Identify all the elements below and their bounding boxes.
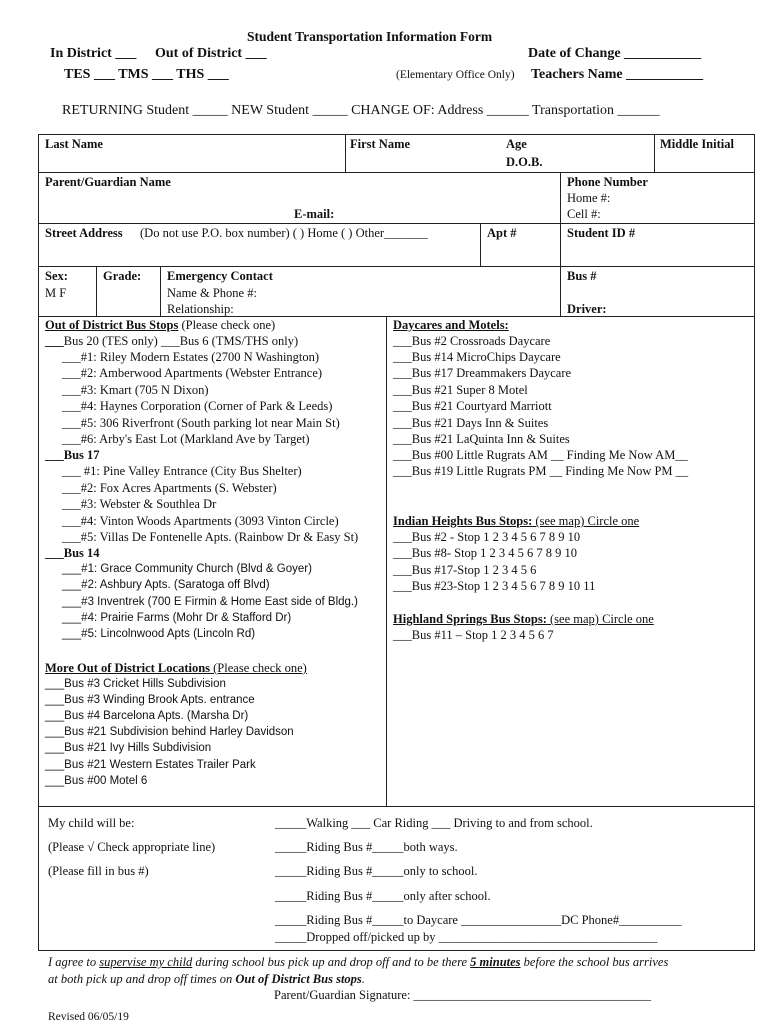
fill-bus-note: (Please fill in bus #) [48,864,149,878]
daycares-heading: Daycares and Motels: [393,318,509,332]
list-item[interactable]: ___#3 Inventrek (700 E Firmin & Home East side of Bldg.) [62,596,358,608]
indian-heights-heading-text: Indian Heights Bus Stops: [393,514,533,528]
list-item[interactable]: ___Bus #21 Western Estates Trailer Park [45,759,256,771]
parent-name-label: Parent/Guardian Name [45,175,171,189]
revised-date: Revised 06/05/19 [48,1011,129,1023]
out-district-field[interactable]: Out of District ___ [155,46,267,61]
list-item[interactable]: ___Bus #19 Little Rugrats PM __ Finding Me Now PM __ [393,464,689,478]
email-label: E-mail: [294,207,335,221]
grade-label: Grade: [103,269,142,283]
more-locations-heading-note: (Please check one) [210,661,307,675]
agreement-line-2a: at both pick up and drop off times on [48,972,236,986]
list-item[interactable]: ___Bus #17-Stop 1 2 3 4 5 6 [393,563,537,577]
parent-signature-field[interactable]: Parent/Guardian Signature: ______________________________________ [274,988,652,1002]
list-item[interactable]: ___#1: Riley Modern Estates (2700 N Washington) [62,350,320,364]
highland-springs-heading-text: Highland Springs Bus Stops: [393,612,547,626]
list-item[interactable]: ___Bus #21 Courtyard Marriott [393,399,552,413]
list-item[interactable]: _____Riding Bus #_____only after school. [275,889,491,903]
list-item[interactable]: ___#2: Ashbury Apts. (Saratoga off Blvd) [62,579,270,591]
list-item[interactable]: ___Bus #3 Winding Brook Apts. entrance [45,694,255,706]
list-item[interactable]: ___Bus #21 Ivy Hills Subdivision [45,742,212,754]
list-item[interactable]: ___#5: Lincolnwood Apts (Lincoln Rd) [62,628,256,640]
list-item[interactable]: _____Dropped off/picked up by ___________________________________ [275,930,658,944]
date-of-change-field[interactable]: Date of Change ___________ [528,46,702,61]
list-item[interactable]: ___#2: Amberwood Apartments (Webster Entrance) [62,366,323,380]
teachers-name-field[interactable]: Teachers Name ___________ [531,67,704,82]
bus-17-label[interactable]: ___Bus 17 [45,448,100,462]
agreement-part-2: during school bus pick up and drop off and to be there [192,955,471,969]
bus-20-line[interactable]: ___Bus 20 (TES only) ___Bus 6 (TMS/THS only) [45,334,299,348]
list-item[interactable]: ___#5: Villas De Fontenelle Apts. (Rainbow Dr & Easy St) [62,530,359,544]
out-district-heading-text: Out of District Bus Stops [45,318,179,332]
age-label: Age [506,137,527,151]
list-item[interactable]: ___Bus #21 Subdivision behind Harley Davidson [45,726,294,738]
cell-phone-label: Cell #: [567,207,601,221]
bus-number-label: Bus # [567,269,597,283]
list-item[interactable]: ___Bus #00 Motel 6 [45,775,148,787]
out-district-heading [45,318,275,333]
dob-label: D.O.B. [506,155,543,169]
list-item[interactable]: ___Bus #21 LaQuinta Inn & Suites [393,432,570,446]
home-phone-label: Home #: [567,191,611,205]
list-item[interactable]: ___#4: Prairie Farms (Mohr Dr & Stafford Dr) [62,612,292,624]
agreement-line-1 [48,955,668,970]
list-item[interactable]: ___Bus #23-Stop 1 2 3 4 5 6 7 8 9 10 11 [393,579,596,593]
phone-number-label: Phone Number [567,175,648,189]
agreement-part-3: before the school bus arrives [520,955,669,969]
emergency-name-phone-label: Name & Phone #: [167,286,257,300]
list-item[interactable]: _____Walking ___ Car Riding ___ Driving to and from school. [275,816,593,830]
first-name-label: First Name [350,137,411,151]
sex-label: Sex: [45,269,68,283]
school-fields[interactable]: TES ___ TMS ___ THS ___ [64,67,229,82]
street-address-label: Street Address [45,226,123,240]
agreement-supervise: supervise my child [99,955,193,969]
list-item[interactable]: ___Bus #2 - Stop 1 2 3 4 5 6 7 8 9 10 [393,530,581,544]
agreement-part-1: I agree to [48,955,100,969]
list-item[interactable]: ___Bus #2 Crossroads Daycare [393,334,551,348]
list-item[interactable]: _____Riding Bus #_____to Daycare ________________DC Phone#__________ [275,913,682,927]
in-district-field[interactable]: In District ___ [50,46,137,61]
indian-heights-heading-note: (see map) Circle one [532,514,640,528]
list-item[interactable]: ___#3: Webster & Southlea Dr [62,497,217,511]
agreement-line-2 [48,972,365,987]
street-address-note[interactable]: (Do not use P.O. box number) ( ) Home ( ) Other_______ [140,226,428,240]
elementary-office-note: (Elementary Office Only) [396,69,515,81]
bus-20-text: Bus 20 (TES only) ___Bus 6 (TMS/THS only) [63,334,299,348]
list-item[interactable]: ___#6: Arby's East Lot (Markland Ave by Target) [62,432,310,446]
student-id-label: Student ID # [567,226,636,240]
last-name-label: Last Name [45,137,103,151]
list-item[interactable]: ___#2: Fox Acres Apartments (S. Webster) [62,481,277,495]
list-item[interactable]: ___Bus #21 Days Inn & Suites [393,416,549,430]
list-item[interactable]: ___ #1: Pine Valley Entrance (City Bus Shelter) [62,464,302,478]
list-item[interactable]: _____Riding Bus #_____both ways. [275,840,458,854]
form-title: Student Transportation Information Form [247,29,493,44]
list-item[interactable]: ___Bus #14 MicroChips Daycare [393,350,561,364]
highland-springs-heading [393,612,654,627]
highland-springs-item[interactable]: ___Bus #11 – Stop 1 2 3 4 5 6 7 [393,628,554,642]
check-line-note: (Please √ Check appropriate line) [48,840,216,854]
list-item[interactable]: ___#1: Grace Community Church (Blvd & Goyer) [62,563,312,575]
emergency-contact-label: Emergency Contact [167,269,273,283]
agreement-line-2c: . [361,972,365,986]
emergency-relationship-label: Relationship: [167,302,234,316]
list-item[interactable]: ___Bus #4 Barcelona Apts. (Marsha Dr) [45,710,249,722]
list-item[interactable]: ___Bus #3 Cricket Hills Subdivision [45,678,226,690]
driver-label: Driver: [567,302,607,316]
sex-options[interactable]: M F [45,286,67,300]
list-item[interactable]: _____Riding Bus #_____only to school. [275,864,478,878]
agreement-minutes: 5 minutes [470,955,521,969]
list-item[interactable]: ___#4: Haynes Corporation (Corner of Park & Leeds) [62,399,333,413]
more-locations-heading [45,661,307,676]
list-item[interactable]: ___Bus #17 Dreammakers Daycare [393,366,572,380]
highland-springs-heading-note: (see map) Circle one [546,612,654,626]
student-status-line[interactable]: RETURNING Student _____ NEW Student _____ CHANGE OF: Address ______ Transportation ______ [62,103,660,118]
list-item[interactable]: ___Bus #00 Little Rugrats AM __ Finding Me Now AM__ [393,448,688,462]
list-item[interactable]: ___Bus #8- Stop 1 2 3 4 5 6 7 8 9 10 [393,546,578,560]
out-district-heading-note: (Please check one) [178,318,276,332]
bus-14-label[interactable]: ___Bus 14 [45,546,100,560]
list-item[interactable]: ___Bus #21 Super 8 Motel [393,383,528,397]
more-locations-heading-text: More Out of District Locations [45,661,211,675]
apt-label: Apt # [487,226,517,240]
agreement-line-2b: Out of District Bus stops [235,972,362,986]
child-will-be-label: My child will be: [48,816,135,830]
indian-heights-heading [393,514,639,529]
list-item[interactable]: ___#5: 306 Riverfront (South parking lot near Main St) [62,416,340,430]
list-item[interactable]: ___#4: Vinton Woods Apartments (3093 Vinton Circle) [62,514,339,528]
list-item[interactable]: ___#3: Kmart (705 N Dixon) [62,383,209,397]
middle-initial-label: Middle Initial [660,137,734,151]
